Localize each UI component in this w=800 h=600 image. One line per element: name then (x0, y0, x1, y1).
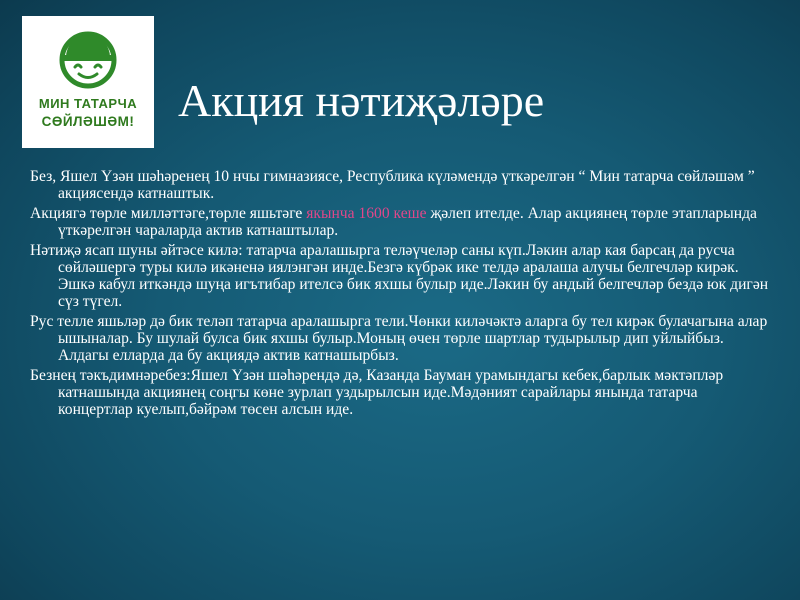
logo-text-line1: МИН ТАТАРЧА (38, 96, 138, 111)
participant-count-highlight: якынча 1600 кеше (306, 205, 427, 222)
slide-body (30, 168, 770, 421)
paragraph-participants-lead: Акциягә төрле милләттәге,төрле яшьтәге (30, 205, 307, 222)
smiling-face-icon (58, 30, 118, 90)
paragraph-conclusion: Нәтиҗә ясап шуны әйтәсе килә: татарча аралашырга теләүчеләр саны күп.Ләкин алар кая барсаң да русча сөйләшергә туры килә икәненә иялэнгән инде.Безгә күбрәк ике телдә аралаша алучы белгечләр кирәк. Эшкә кабул иткәндә шуңа игътибар ителсә бик яхшы булыр иде.Ләкин бу андый белгечләр бездә юк дигән сүз түгел. (30, 242, 769, 310)
paragraph-russian-speakers: Рус телле яшьләр дә бик теләп татарча аралашырга тели.Чөнки киләчәктә аларга бу тел кирәк булачагына алар ышыналар. Бу шулай булса бик яхшы булыр.Моның өчен төрле шартлар тудырылыр дип уйлыйбыз. Алдагы елларда да бу акциядә актив катнашырбыз. (30, 313, 768, 364)
paragraph-participants (30, 205, 770, 239)
slide-title: Акция нәтиҗәләре (178, 75, 545, 126)
paragraph-participation: Без, Яшел Үзән шәһәренең 10 нчы гимназиясе, Республика күләмендә үткәрелгән “ Мин татарча сөйләшәм ” акциясендә катнаштык. (30, 168, 755, 202)
logo-text-line2: СӨЙЛӘШӘМ! (41, 114, 135, 129)
paragraph-participants-rest: җәлеп ителде. Алар акциянең төрле этапларында үткәрелгән чараларда актив катнаштылар. (58, 205, 757, 239)
campaign-logo (22, 16, 154, 148)
paragraph-proposals: Безнең тәкъдимнәребез:Яшел Үзән шәһәрендә дә, Казанда Бауман урамындагы кебек,барлык мәктәпләр катнашында акциянең соңгы көне зурлап уздырылсын иде.Мәдәният сарайлары янында татарча концертлар куелып,бәйрәм төсен алсын иде. (30, 367, 724, 418)
